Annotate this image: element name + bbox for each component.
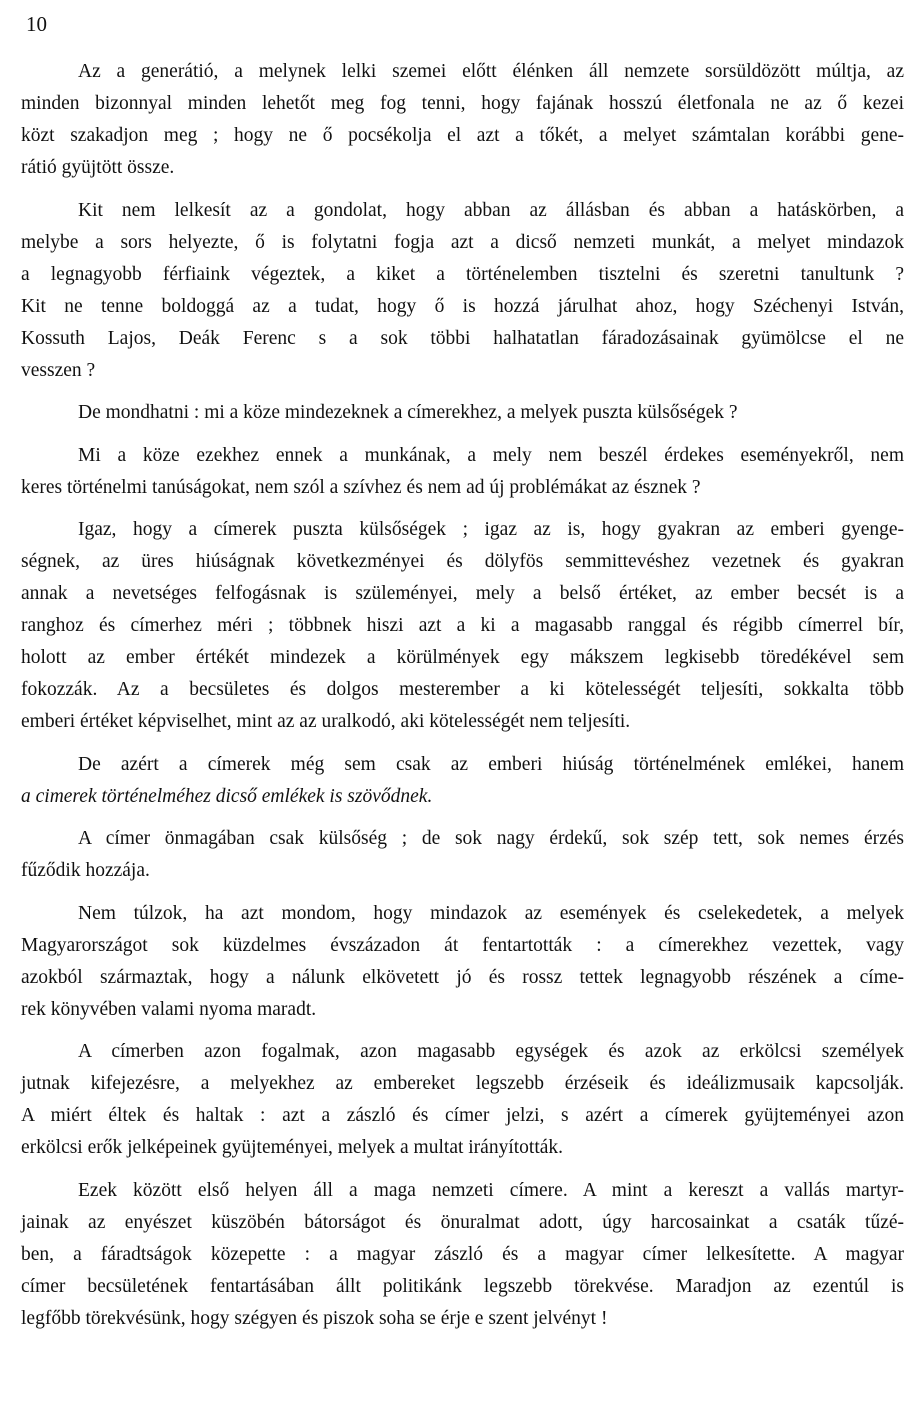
text-line: Magyarországot sok küzdelmes évszázadon át fentartották : a címerekhez vezettek, vagy — [21, 934, 904, 956]
paragraph — [21, 1175, 904, 1335]
text-line: keres történelmi tanúságokat, nem szól a szívhez és nem ad új problémákat az észnek ? — [21, 476, 701, 498]
text-line: De azért a címerek még sem csak az emberi hiúság történelmének emlékei, hanem — [78, 753, 904, 775]
paragraph — [21, 56, 904, 184]
text-line: címer becsületének fentartásában állt politikánk legszebb törekvése. Maradjon az ezentúl is — [21, 1275, 904, 1297]
text-line: ségnek, az üres hiúságnak következményei és dölyfös semmittevéshez vezetnek és gyakran — [21, 551, 904, 572]
text-line: Igaz, hogy a címerek puszta külsőségek ; igaz az is, hogy gyakran az emberi gyenge- — [78, 519, 904, 540]
text-line: A címer önmagában csak külsőség ; de sok nagy érdekű, sok szép tett, sok nemes érzés — [78, 828, 904, 849]
text-line: fűződik hozzája. — [21, 860, 150, 881]
text-line: Kit nem lelkesít az a gondolat, hogy abban az állásban és abban a hatáskörben, a — [78, 199, 904, 221]
text-line: Ezek között első helyen áll a maga nemzeti címere. A mint a kereszt a vallás martyr- — [78, 1179, 904, 1201]
paragraph — [21, 1036, 904, 1164]
text-line: azokból származtak, hogy a nálunk elkövetett jó és rossz tettek legnagyobb részének a címe- — [21, 966, 904, 988]
text-line: rek könyvében valami nyoma maradt. — [21, 998, 317, 1020]
paragraph — [21, 195, 904, 387]
paragraph — [21, 898, 904, 1026]
text-line: közt szakadjon meg ; hogy ne ő pocsékolja el azt a tőkét, a melyet számtalan korábbi gene- — [21, 125, 904, 146]
text-line: Kossuth Lajos, Deák Ferenc s a sok többi halhatatlan fáradozásainak gyümölcse el ne — [21, 327, 904, 349]
text-line: Az a generátió, a melynek lelki szemei előtt élénken áll nemzete sorsüldözött múltja, az — [78, 61, 904, 82]
text-line: melybe a sors helyezte, ő is folytatni fogja azt a dicső nemzeti munkát, a melyet mindazok — [21, 231, 904, 253]
text-line: ranghoz és címerhez méri ; többnek hiszi azt a ki a magasabb ranggal és régibb címerrel bír, — [21, 615, 904, 636]
text-line: holott az ember értékét mindezek a körülmények egy mákszem legkisebb töredékével sem — [21, 647, 904, 668]
text-line: fokozzák. Az a becsületes és dolgos mesterember a ki kötelességét teljesíti, sokkalta több — [21, 679, 904, 700]
text-line: Kit ne tenne boldoggá az a tudat, hogy ő is hozzá járulhat ahoz, hogy Széchenyi István, — [21, 295, 904, 317]
paragraph — [21, 514, 904, 738]
page-number: 10 — [26, 12, 47, 36]
paragraph — [21, 397, 904, 429]
text-line: emberi értéket képviselhet, mint az az uralkodó, aki kötelességét nem teljesíti. — [21, 711, 631, 732]
text-line: A miért éltek és haltak : azt a zászló és címer jelzi, s azért a címerek gyüjteményei azon — [21, 1105, 904, 1126]
text-line: vesszen ? — [21, 359, 96, 381]
text-line: jutnak kifejezésre, a melyekhez az embereket legszebb érzéseik és ideálizmusaik kapcsolják. — [21, 1073, 904, 1094]
body-text — [21, 56, 904, 1345]
text-line: Nem túlzok, ha azt mondom, hogy mindazok az események és cselekedetek, a melyek — [78, 902, 904, 924]
paragraph — [21, 440, 904, 504]
text-line: Mi a köze ezekhez ennek a munkának, a mely nem beszél érdekes eseményekről, nem — [78, 444, 904, 466]
text-line: ben, a fáradtságok közepette : a magyar zászló és a magyar címer lelkesítette. A magyar — [21, 1243, 904, 1265]
text-line: A címerben azon fogalmak, azon magasabb egységek és azok az erkölcsi személyek — [78, 1041, 904, 1062]
text-line: minden bizonnyal minden lehetőt meg fog tenni, hogy fajának hosszú életfonala ne az ő kezei — [21, 93, 904, 114]
paragraph — [21, 749, 904, 813]
text-line: annak a nevetséges felfogásnak is szüleményei, mely a belső értéket, az ember becsét is a — [21, 583, 904, 604]
paragraph — [21, 823, 904, 887]
text-line: legfőbb törekvésünk, hogy szégyen és piszok soha se érje e szent jelvényt ! — [21, 1307, 608, 1329]
text-line: erkölcsi erők jelképeinek gyüjteményei, melyek a multat irányították. — [21, 1137, 564, 1158]
text-line: rátió gyüjtött össze. — [21, 157, 175, 178]
text-line: jainak az enyészet küszöbén bátorságot és önuralmat adott, úgy harcosainkat a csaták tűzé- — [21, 1211, 904, 1233]
italic-text-line: a cimerek történelméhez dicső emlékek is szövődnek. — [21, 785, 433, 807]
text-line: a legnagyobb férfiaink végeztek, a kiket a történelemben tisztelni és szeretni tanultunk ? — [21, 263, 904, 285]
text-line: De mondhatni : mi a köze mindezeknek a címerekhez, a melyek puszta külsőségek ? — [78, 402, 738, 423]
